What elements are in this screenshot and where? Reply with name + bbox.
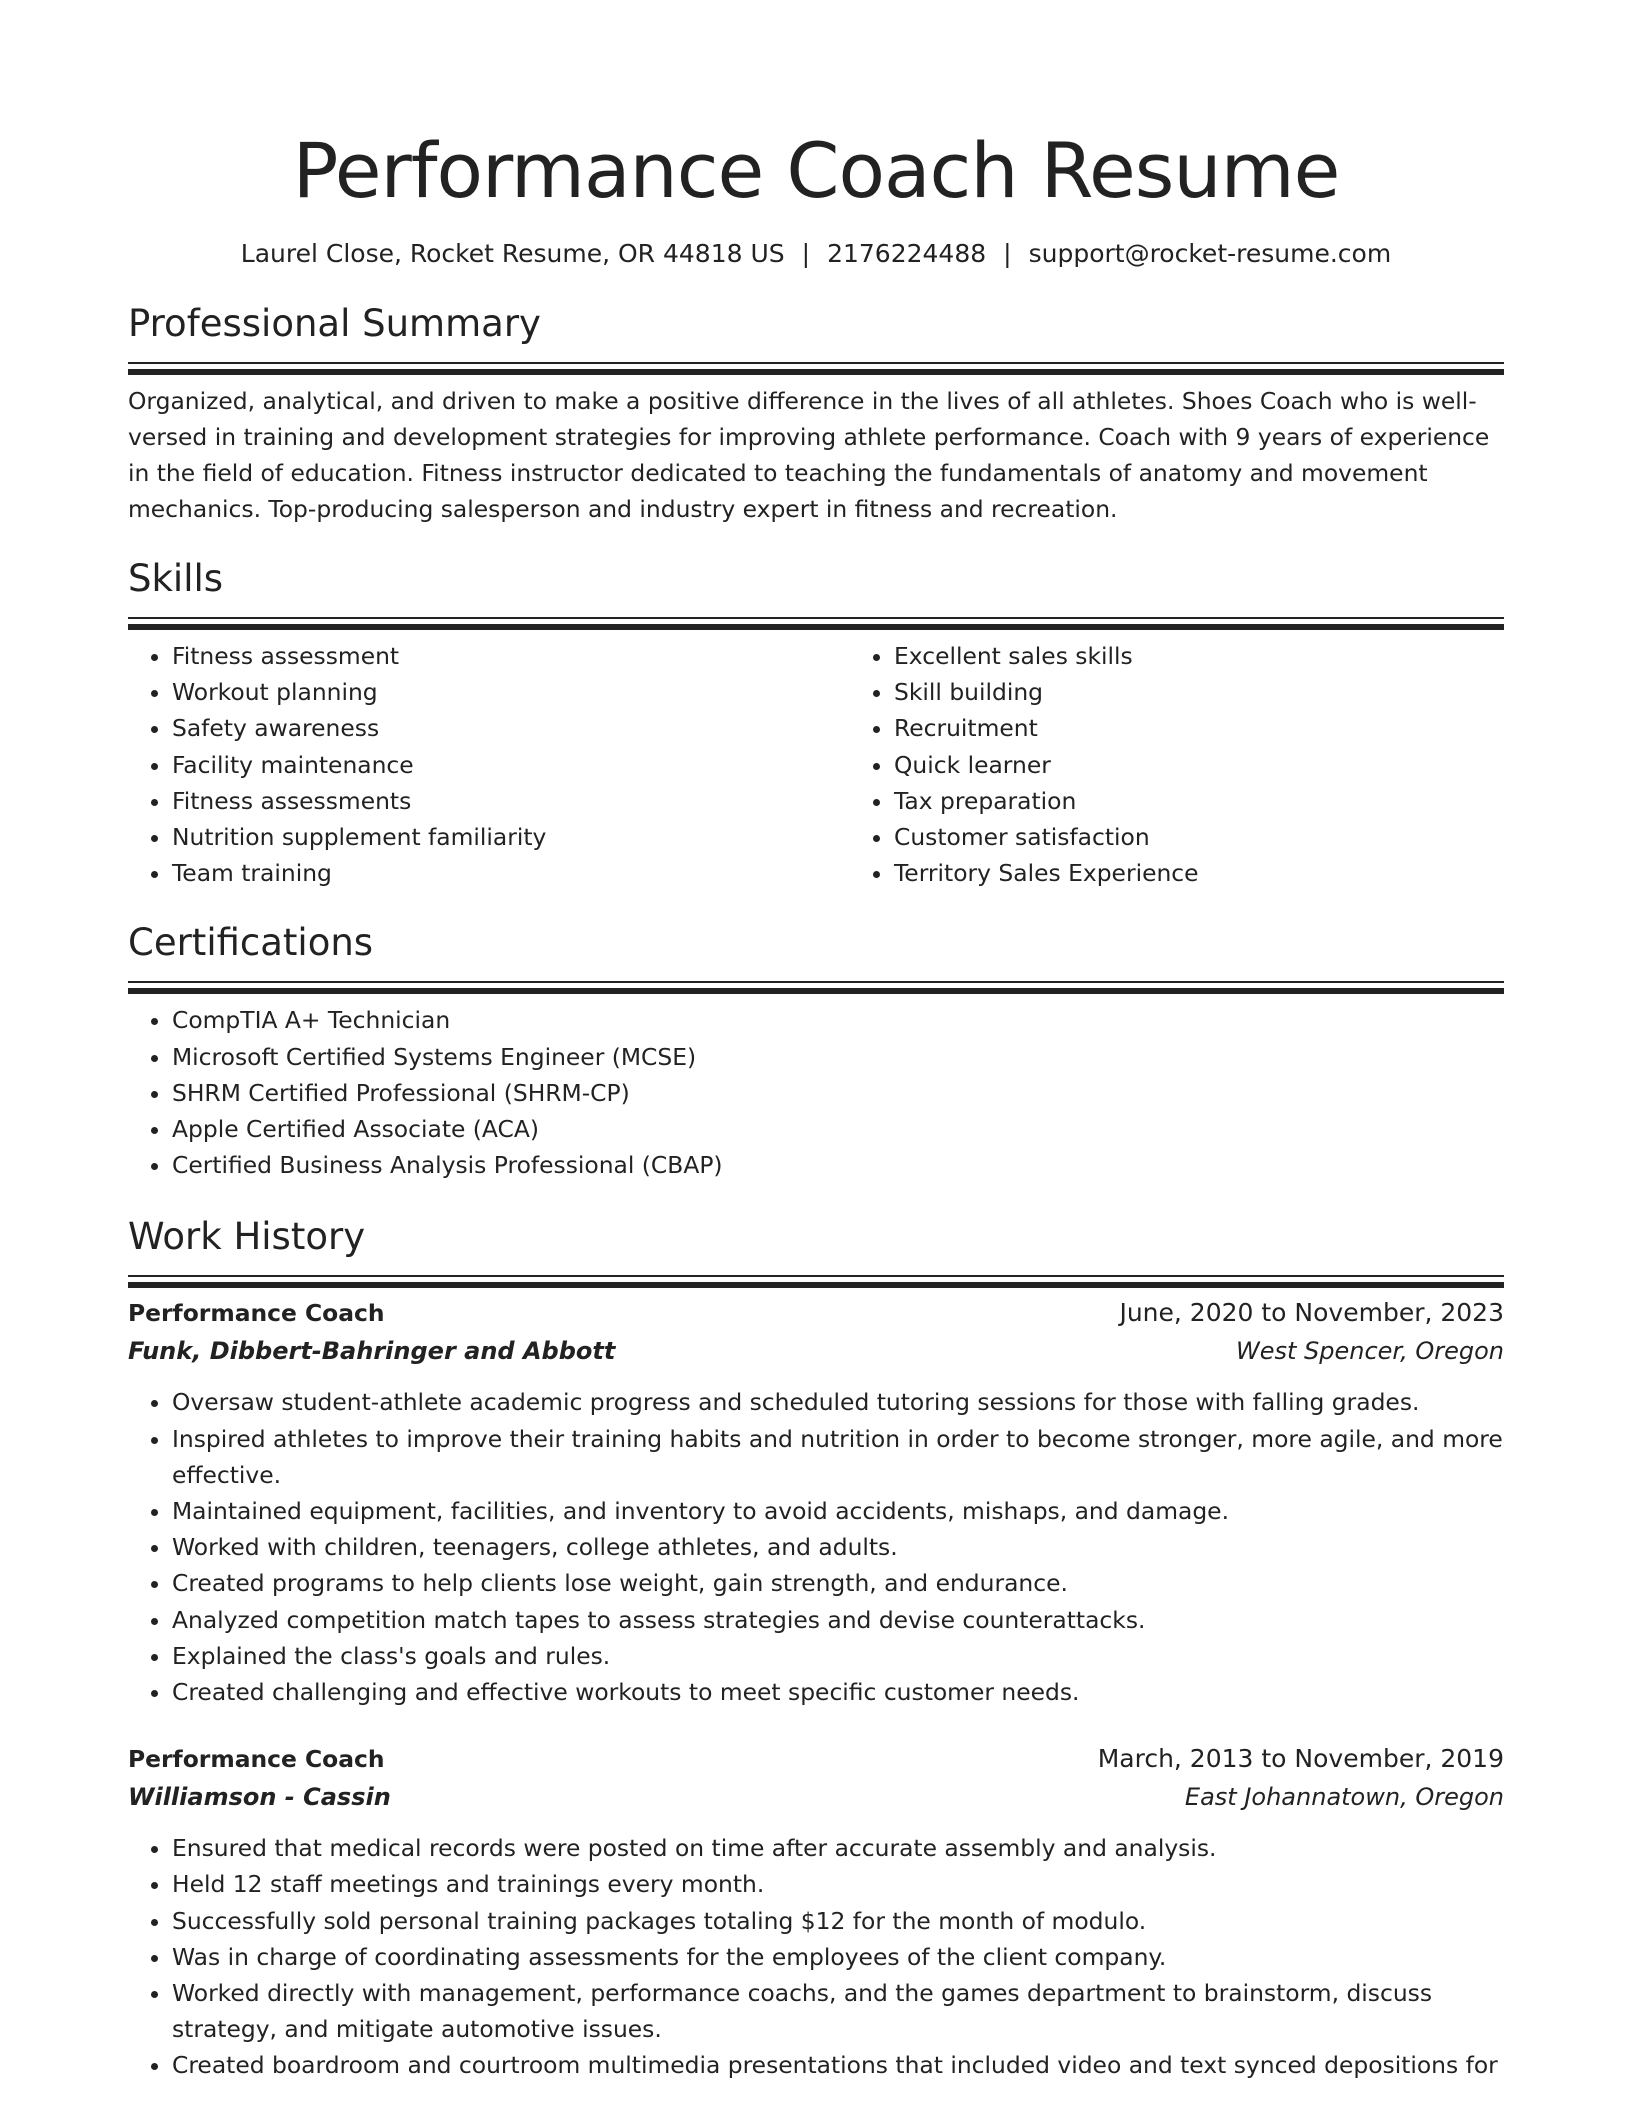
contact-address: Laurel Close, Rocket Resume, OR 44818 US [240, 239, 785, 268]
skill-item: • Excellent sales skills [894, 638, 1572, 674]
job-company: Funk, Dibbert-Bahringer and Abbott [128, 1337, 616, 1366]
section-divider [128, 981, 1504, 983]
contact-line [128, 236, 1504, 272]
summary-section [128, 300, 1504, 527]
job-bullet: • Successfully sold personal training packages totaling $12 for the month of modulo. [172, 1903, 1504, 1939]
section-divider [128, 362, 1504, 364]
job-bullet: • Oversaw student-athlete academic progress and scheduled tutoring sessions for those with falling grades. [172, 1384, 1504, 1420]
job-bullet: • Worked with children, teenagers, college athletes, and adults. [172, 1529, 1504, 1565]
job-bullets [128, 1830, 1504, 2083]
job-bullet: • Worked directly with management, performance coachs, and the games department to brainstorm, discuss strategy, and mitigate automotive issues. [172, 1975, 1504, 2047]
job-bullet: • Explained the class's goals and rules. [172, 1638, 1504, 1674]
job-title: Performance Coach [128, 1299, 385, 1328]
job-dates: March, 2013 to November, 2019 [1097, 1744, 1504, 1774]
job-bullet: • Created boardroom and courtroom multimedia presentations that included video and text synced depositions for [172, 2047, 1504, 2083]
skills-heading: Skills [128, 557, 224, 600]
contact-phone: 2176224488 [827, 239, 987, 268]
skill-item: • Workout planning [172, 674, 850, 710]
certification-item: • CompTIA A+ Technician [172, 1002, 1504, 1038]
skills-columns [128, 638, 1504, 891]
job-bullet: • Inspired athletes to improve their training habits and nutrition in order to become stronger, more agile, and more effective. [172, 1421, 1504, 1493]
job-entry [128, 1740, 1504, 2083]
job-bullet: • Held 12 staff meetings and trainings every month. [172, 1866, 1504, 1902]
skill-item: • Facility maintenance [172, 747, 850, 783]
job-header [128, 1294, 1504, 1332]
skills-list-left [128, 638, 850, 891]
summary-text: Organized, analytical, and driven to make a positive difference in the lives of all athletes. Shoes Coach who is well-versed in training and development strategies for improving athlete performance. Coach with 9 years of experience in the field of education. Fitness instructor dedicated to teaching the fundamentals of anatomy and movement mechanics. Top-producing salesperson and industry expert in fitness and recreation. [128, 387, 1490, 523]
certifications-heading: Certifications [128, 921, 374, 965]
job-subheader [128, 1778, 1504, 1816]
certification-item: • Apple Certified Associate (ACA) [172, 1111, 1504, 1147]
section-divider [128, 1275, 1504, 1277]
contact-email: support@rocket-resume.com [1028, 239, 1392, 268]
job-location: West Spencer, Oregon [1235, 1337, 1504, 1366]
skill-item: • Territory Sales Experience [894, 855, 1572, 891]
skill-item: • Team training [172, 855, 850, 891]
job-header [128, 1740, 1504, 1778]
job-bullet: • Created challenging and effective workouts to meet specific customer needs. [172, 1674, 1504, 1710]
job-bullets [128, 1384, 1504, 1710]
skill-item: • Fitness assessments [172, 783, 850, 819]
resume-page [128, 0, 1504, 2084]
job-company: Williamson - Cassin [128, 1783, 391, 1812]
skill-item: • Nutrition supplement familiarity [172, 819, 850, 855]
skill-item: • Tax preparation [894, 783, 1572, 819]
certifications-section [128, 919, 1504, 1183]
job-bullet: • Ensured that medical records were posted on time after accurate assembly and analysis. [172, 1830, 1504, 1866]
summary-heading: Professional Summary [128, 302, 541, 345]
certifications-list [128, 1002, 1504, 1183]
job-entry [128, 1294, 1504, 1710]
certification-item: • Microsoft Certified Systems Engineer (MCSE) [172, 1039, 1504, 1075]
skill-item: • Quick learner [894, 747, 1572, 783]
job-bullet: • Maintained equipment, facilities, and inventory to avoid accidents, mishaps, and damage. [172, 1493, 1504, 1529]
contact-separator: | [801, 239, 811, 268]
certification-item: • SHRM Certified Professional (SHRM-CP) [172, 1075, 1504, 1111]
job-subheader [128, 1332, 1504, 1370]
job-bullet: • Created programs to help clients lose weight, gain strength, and endurance. [172, 1565, 1504, 1601]
job-dates: June, 2020 to November, 2023 [1119, 1298, 1504, 1328]
skill-item: • Skill building [894, 674, 1572, 710]
skill-item: • Fitness assessment [172, 638, 850, 674]
skills-list-right [850, 638, 1572, 891]
skill-item: • Recruitment [894, 710, 1572, 746]
work-history-section [128, 1213, 1504, 2083]
job-bullet: • Analyzed competition match tapes to assess strategies and devise counterattacks. [172, 1602, 1504, 1638]
contact-separator: | [1003, 239, 1012, 268]
skills-section [128, 555, 1504, 891]
resume-title: Performance Coach Resume [292, 126, 1340, 215]
section-divider [128, 617, 1504, 619]
job-title: Performance Coach [128, 1745, 385, 1774]
skill-item: • Safety awareness [172, 710, 850, 746]
job-bullet: • Was in charge of coordinating assessments for the employees of the client company. [172, 1939, 1504, 1975]
job-location: East Johannatown, Oregon [1184, 1783, 1504, 1812]
work-history-heading: Work History [128, 1215, 366, 1259]
certification-item: • Certified Business Analysis Professional (CBAP) [172, 1147, 1504, 1183]
skill-item: • Customer satisfaction [894, 819, 1572, 855]
